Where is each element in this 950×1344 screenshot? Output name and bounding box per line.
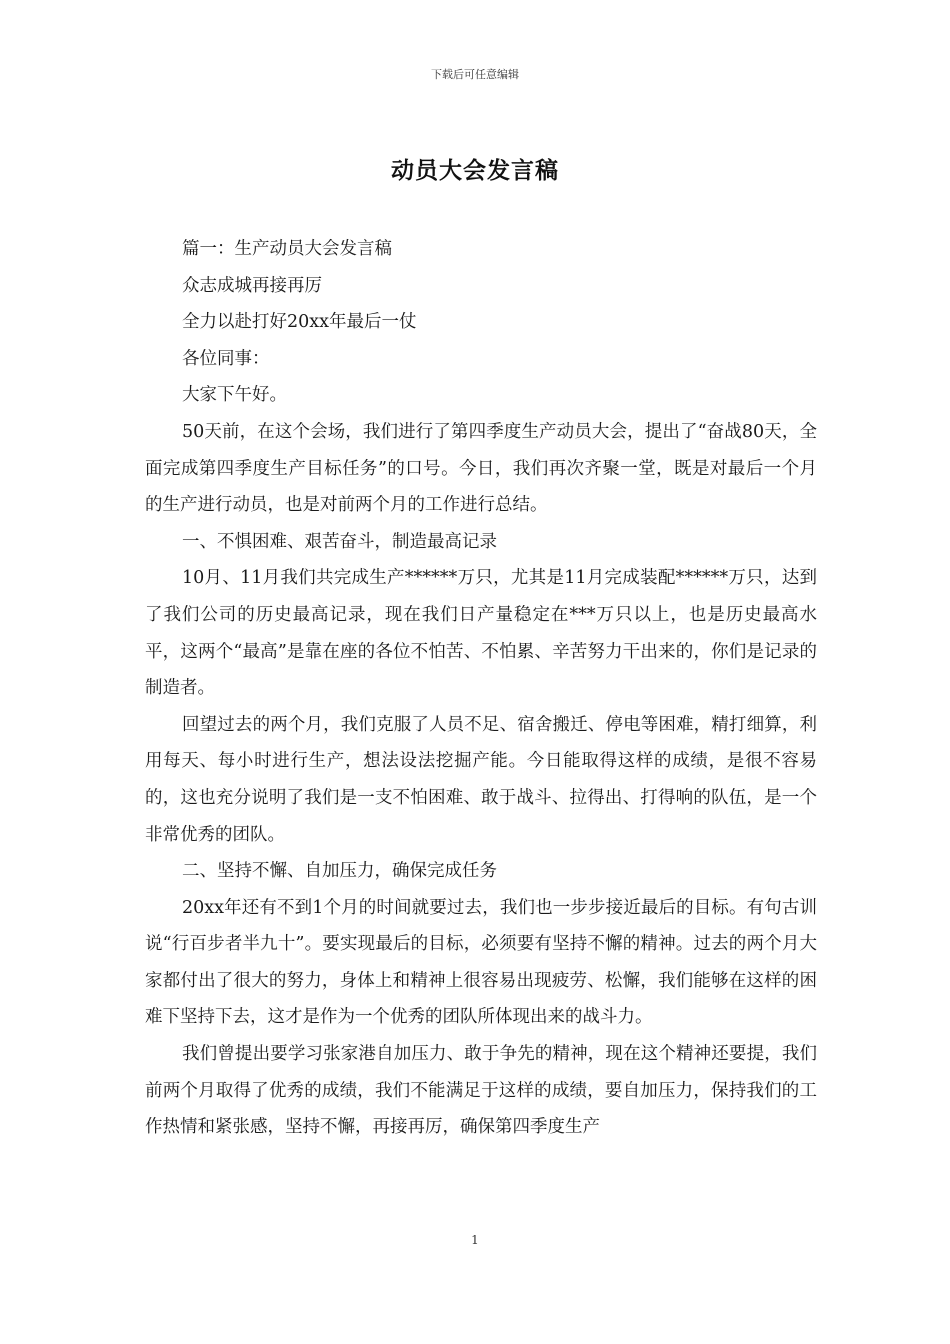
- paragraph-review: 回望过去的两个月，我们克服了人员不足、宿舍搬迁、停电等困难，精打细算，利用每天、每小时进行生产，想法设法挖掘产能。今日能取得这样的成绩，是很不容易的，这也充分说明了我们是一支不怕困难、敢于战斗、拉得出、打得响的队伍，是一个非常优秀的团队。: [145, 714, 817, 845]
- section-heading-2: 二、坚持不懈、自加压力，确保完成任务: [182, 861, 497, 882]
- section-heading-1: 一、不惧困难、艰苦奋斗，制造最高记录: [182, 531, 497, 552]
- page-number: 1: [471, 1233, 479, 1247]
- paragraph-subtitle: 篇一：生产动员大会发言稿: [182, 239, 392, 259]
- header-note: 下载后可任意编辑: [431, 68, 519, 81]
- document-body: [145, 231, 817, 1146]
- document-title: 动员大会发言稿: [391, 158, 559, 184]
- paragraph-greeting: 大家下午好。: [182, 385, 287, 406]
- paragraph-slogan-2: 全力以赴打好20xx年最后一仗: [182, 312, 417, 333]
- paragraph-record: 10月、11月我们共完成生产******万只，尤其是11月完成装配******万只，达到了我们公司的历史最高记录，现在我们日产量稳定在***万只以上，也是历史最高水平，这两个“最高”是靠在座的各位不怕苦、不怕累、辛苦努力干出来的，你们是记录的制造者。: [145, 568, 817, 699]
- paragraph-intro: 50天前，在这个会场，我们进行了第四季度生产动员大会，提出了“奋战80天，全面完成第四季度生产目标任务”的口号。今日，我们再次齐聚一堂，既是对最后一个月的生产进行动员，也是对前两个月的工作进行总结。: [145, 421, 817, 516]
- paragraph-pressure: 我们曾提出要学习张家港自加压力、敢于争先的精神，现在这个精神还要提，我们前两个月取得了优秀的成绩，我们不能满足于这样的成绩，要自加压力，保持我们的工作热情和紧张感，坚持不懈，再接再厉，确保第四季度生产: [145, 1044, 817, 1138]
- paragraph-persist: 20xx年还有不到1个月的时间就要过去，我们也一步步接近最后的目标。有句古训说“行百步者半九十”。要实现最后的目标，必须要有坚持不懈的精神。过去的两个月大家都付出了很大的努力，身体上和精神上很容易出现疲劳、松懈，我们能够在这样的困难下坚持下去，这才是作为一个优秀的团队所体现出来的战斗力。: [145, 897, 817, 1028]
- paragraph-slogan-1: 众志成城再接再厉: [182, 275, 322, 296]
- paragraph-salutation: 各位同事：: [182, 348, 270, 369]
